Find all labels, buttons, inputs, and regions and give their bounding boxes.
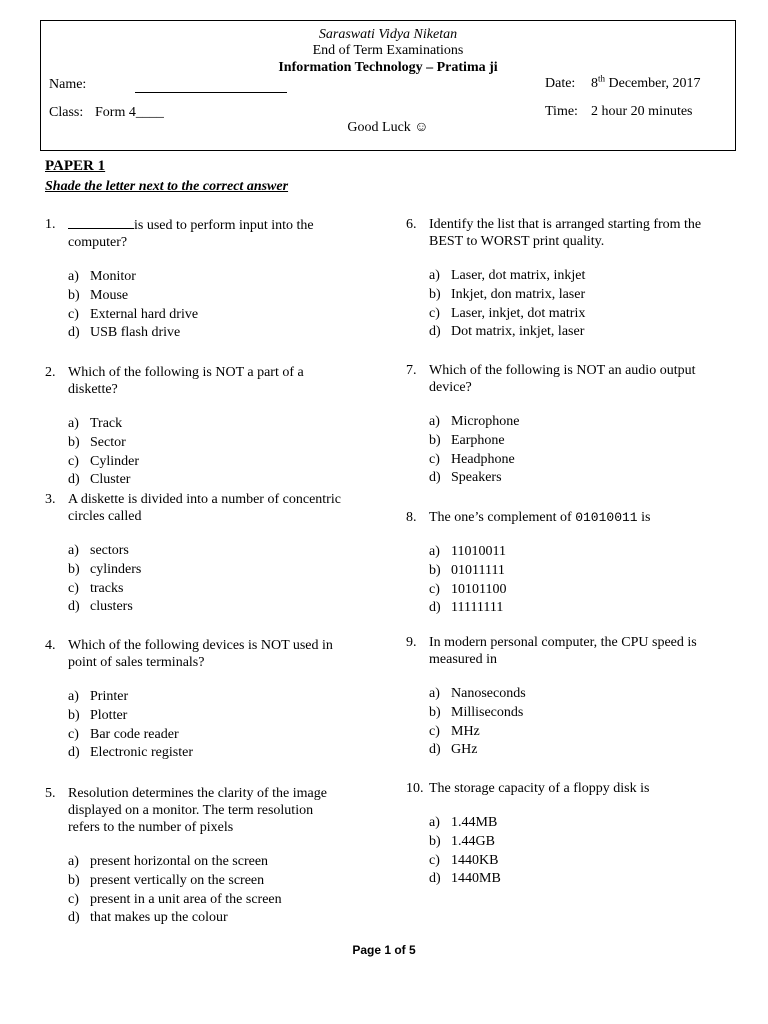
- name-label: Name:: [49, 77, 87, 92]
- option-text: Laser, dot matrix, inkjet: [451, 268, 586, 283]
- question-text: [68, 785, 345, 836]
- answer-option[interactable]: [68, 471, 345, 490]
- question-number: 9.: [406, 635, 417, 650]
- question-text-content: The storage capacity of a floppy disk is: [429, 781, 650, 796]
- answer-option[interactable]: [68, 306, 345, 325]
- question-6: [406, 216, 706, 342]
- question-8: [406, 509, 706, 618]
- option-text: Nanoseconds: [451, 686, 526, 701]
- option-letter[interactable]: b): [429, 562, 441, 578]
- answer-option[interactable]: [429, 267, 706, 286]
- option-letter[interactable]: c): [68, 891, 79, 907]
- question-text-content: In modern personal computer, the CPU speed is measured in: [429, 635, 697, 667]
- answer-option[interactable]: [429, 305, 706, 324]
- question-text: [429, 216, 706, 250]
- answer-option[interactable]: [429, 685, 706, 704]
- answer-option[interactable]: [68, 268, 345, 287]
- option-letter[interactable]: c): [429, 723, 440, 739]
- answer-option[interactable]: [429, 469, 706, 488]
- option-text: Printer: [90, 689, 129, 704]
- answer-option[interactable]: [68, 598, 345, 617]
- option-letter[interactable]: a): [429, 686, 440, 701]
- option-text: 11010011: [451, 544, 506, 559]
- answer-option[interactable]: [429, 741, 706, 760]
- question-text: [429, 634, 706, 668]
- option-text: Bar code reader: [90, 726, 179, 742]
- answer-blank-line: [68, 216, 134, 229]
- option-letter[interactable]: c): [68, 580, 79, 596]
- answer-option[interactable]: [429, 599, 706, 618]
- question-2: [45, 364, 345, 490]
- answer-options: [68, 853, 345, 928]
- option-letter[interactable]: a): [429, 414, 440, 429]
- question-text-content: A diskette is divided into a number of concentric circles called: [68, 492, 341, 524]
- school-name: Saraswati Vidya Niketan: [318, 27, 458, 42]
- question-5: [45, 785, 345, 928]
- option-text: 1440MB: [451, 871, 501, 887]
- option-letter[interactable]: d): [68, 599, 80, 615]
- option-text: Track: [90, 416, 123, 431]
- question-text-content: is used to perform input into the computer?: [68, 218, 314, 250]
- answer-options: [429, 685, 706, 760]
- option-text: present horizontal on the screen: [90, 854, 269, 869]
- answer-option[interactable]: [429, 870, 706, 889]
- good-luck-text: Good Luck ☺: [347, 120, 429, 135]
- option-text: 1.44GB: [451, 833, 495, 849]
- option-text: 10101100: [451, 581, 507, 597]
- time-label: Time:: [545, 104, 578, 119]
- option-text: Laser, inkjet, dot matrix: [451, 305, 586, 321]
- answer-option[interactable]: [68, 453, 345, 472]
- answer-option[interactable]: [68, 688, 345, 707]
- option-text: Inkjet, don matrix, laser: [451, 286, 586, 302]
- paper-title: PAPER 1: [45, 158, 106, 174]
- class-value: Form 4____: [95, 105, 164, 120]
- option-letter[interactable]: b): [429, 704, 441, 720]
- question-number: 4.: [45, 638, 56, 653]
- option-text: 01011111: [451, 562, 505, 578]
- answer-option[interactable]: [429, 562, 706, 581]
- option-letter[interactable]: b): [429, 286, 441, 302]
- option-letter[interactable]: a): [68, 543, 79, 558]
- option-text: cylinders: [90, 561, 142, 577]
- answer-options: [429, 413, 706, 488]
- answer-option[interactable]: [429, 723, 706, 742]
- answer-option[interactable]: [68, 726, 345, 745]
- answer-option[interactable]: [68, 707, 345, 726]
- question-number: 2.: [45, 365, 56, 380]
- question-text-tail: is: [637, 510, 651, 525]
- option-text: Cylinder: [90, 453, 139, 469]
- answer-option[interactable]: [68, 324, 345, 343]
- answer-options: [429, 543, 706, 618]
- date-rest: December, 2017: [605, 76, 701, 91]
- option-text: MHz: [451, 723, 480, 739]
- exam-title: End of Term Examinations: [312, 43, 464, 58]
- option-text: 11111111: [451, 600, 504, 616]
- question-text-content: Which of the following devices is NOT used in point of sales terminals?: [68, 638, 333, 670]
- answer-option[interactable]: [429, 413, 706, 432]
- option-letter[interactable]: c): [429, 581, 440, 597]
- option-text: that makes up the colour: [90, 910, 228, 926]
- option-text: Dot matrix, inkjet, laser: [451, 324, 585, 340]
- option-text: Sector: [90, 434, 126, 450]
- question-number: 10.: [406, 781, 424, 796]
- option-letter[interactable]: b): [68, 872, 80, 888]
- option-text: sectors: [90, 543, 129, 558]
- option-text: External hard drive: [90, 306, 199, 322]
- option-text: present vertically on the screen: [90, 872, 265, 888]
- answer-option[interactable]: [429, 323, 706, 342]
- option-letter[interactable]: a): [429, 815, 440, 830]
- answer-option[interactable]: [429, 581, 706, 600]
- question-text-content: Which of the following is NOT a part of a diskette?: [68, 365, 304, 397]
- option-letter[interactable]: c): [429, 852, 440, 868]
- date-value: [591, 73, 701, 92]
- option-letter[interactable]: d): [429, 324, 441, 340]
- answer-option[interactable]: [68, 909, 345, 928]
- question-text: [429, 509, 706, 526]
- question-number: 6.: [406, 217, 417, 232]
- answer-option[interactable]: [68, 580, 345, 599]
- option-text: USB flash drive: [90, 325, 181, 341]
- question-text: [429, 362, 706, 396]
- option-letter[interactable]: d): [68, 910, 80, 926]
- class-label: Class:: [49, 105, 84, 120]
- option-letter[interactable]: a): [68, 269, 79, 284]
- question-text: [429, 780, 706, 797]
- option-letter[interactable]: d): [429, 470, 441, 486]
- option-letter[interactable]: a): [68, 416, 79, 431]
- question-4: [45, 637, 345, 763]
- exam-header: [40, 20, 736, 151]
- option-text: Plotter: [90, 707, 128, 723]
- answer-options: [68, 415, 345, 490]
- option-letter[interactable]: b): [429, 432, 441, 448]
- answer-option[interactable]: [429, 833, 706, 852]
- option-letter[interactable]: a): [429, 544, 440, 559]
- subject-title: Information Technology – Pratima ji: [278, 60, 498, 75]
- option-text: Speakers: [451, 470, 502, 486]
- question-1: [45, 216, 345, 343]
- question-text: [68, 491, 345, 525]
- question-10: [406, 780, 706, 889]
- option-text: Headphone: [451, 451, 515, 467]
- option-text: clusters: [90, 599, 133, 615]
- option-letter[interactable]: a): [68, 689, 79, 704]
- question-number: 5.: [45, 786, 56, 801]
- option-letter[interactable]: d): [68, 325, 80, 341]
- answer-option[interactable]: [429, 704, 706, 723]
- option-letter[interactable]: c): [68, 306, 79, 322]
- option-letter[interactable]: d): [429, 600, 441, 616]
- time-value: 2 hour 20 minutes: [591, 104, 693, 119]
- question-text-content: Resolution determines the clarity of the image displayed on a monitor. The term resolution refers to the number of pixels: [68, 786, 327, 835]
- question-7: [406, 362, 706, 488]
- question-number: 8.: [406, 510, 417, 525]
- option-text: 1440KB: [451, 852, 499, 868]
- answer-option[interactable]: [429, 814, 706, 833]
- question-number: 3.: [45, 492, 56, 507]
- option-letter[interactable]: a): [429, 268, 440, 283]
- answer-option[interactable]: [68, 561, 345, 580]
- binary-value: 01010011: [575, 510, 638, 525]
- option-text: Mouse: [90, 287, 129, 303]
- answer-option[interactable]: [429, 432, 706, 451]
- answer-option[interactable]: [429, 451, 706, 470]
- option-text: Earphone: [451, 432, 505, 448]
- question-text: [68, 216, 345, 251]
- option-text: Cluster: [90, 472, 131, 488]
- answer-option[interactable]: [68, 287, 345, 306]
- answer-option[interactable]: [68, 853, 345, 872]
- answer-option[interactable]: [68, 891, 345, 910]
- option-letter[interactable]: c): [429, 305, 440, 321]
- option-text: Monitor: [90, 269, 136, 284]
- answer-option[interactable]: [68, 542, 345, 561]
- answer-options: [429, 814, 706, 889]
- question-number: 1.: [45, 217, 56, 232]
- question-text: [68, 637, 345, 671]
- option-text: tracks: [90, 580, 124, 596]
- option-letter[interactable]: d): [68, 745, 80, 761]
- option-letter[interactable]: b): [68, 561, 80, 577]
- answer-option[interactable]: [68, 872, 345, 891]
- answer-option[interactable]: [429, 286, 706, 305]
- question-text: [68, 364, 345, 398]
- option-text: GHz: [451, 742, 478, 758]
- date-suffix: th: [598, 73, 606, 84]
- question-9: [406, 634, 706, 760]
- question-text-content: The one’s complement of: [429, 510, 576, 525]
- answer-options: [68, 268, 345, 343]
- option-letter[interactable]: d): [429, 871, 441, 887]
- option-letter[interactable]: c): [68, 453, 79, 469]
- question-text-content: Identify the list that is arranged starting from the BEST to WORST print quality.: [429, 217, 702, 249]
- page-number: Page 1 of 5: [352, 943, 416, 957]
- option-letter[interactable]: c): [68, 726, 79, 742]
- question-text-content: Which of the following is NOT an audio output device?: [429, 363, 696, 395]
- option-letter[interactable]: c): [429, 451, 440, 467]
- option-letter[interactable]: b): [68, 434, 80, 450]
- name-blank-line: [135, 92, 287, 93]
- date-day: 8: [591, 76, 598, 91]
- answer-option[interactable]: [429, 543, 706, 562]
- option-letter[interactable]: b): [429, 833, 441, 849]
- answer-option[interactable]: [68, 744, 345, 763]
- option-letter[interactable]: d): [68, 472, 80, 488]
- option-text: Electronic register: [90, 745, 194, 761]
- question-number: 7.: [406, 363, 417, 378]
- answer-options: [68, 688, 345, 763]
- option-text: 1.44MB: [451, 815, 498, 830]
- date-label: Date:: [545, 76, 576, 91]
- instruction-text: Shade the letter next to the correct answer: [45, 179, 289, 194]
- option-text: present in a unit area of the screen: [90, 891, 282, 907]
- option-letter[interactable]: a): [68, 854, 79, 869]
- option-letter[interactable]: b): [68, 707, 80, 723]
- option-letter[interactable]: b): [68, 287, 80, 303]
- answer-options: [429, 267, 706, 342]
- answer-options: [68, 542, 345, 617]
- option-letter[interactable]: d): [429, 742, 441, 758]
- question-3: [45, 491, 345, 617]
- answer-option[interactable]: [429, 852, 706, 871]
- option-text: Microphone: [451, 414, 520, 429]
- answer-option[interactable]: [68, 434, 345, 453]
- answer-option[interactable]: [68, 415, 345, 434]
- option-text: Milliseconds: [451, 704, 524, 720]
